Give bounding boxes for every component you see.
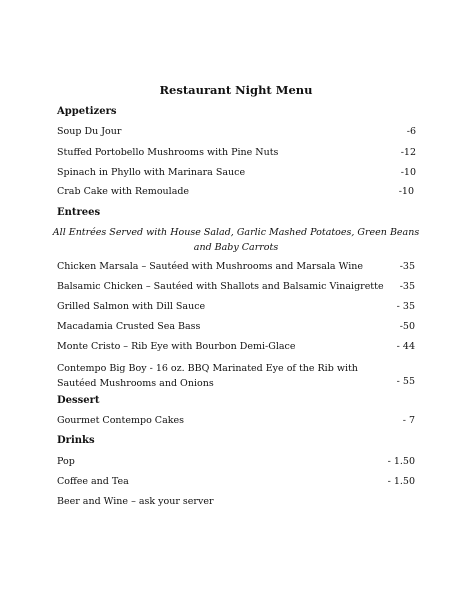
menu-item-name: Spinach in Phyllo with Marinara Sauce [57,167,246,178]
appetizers-heading: Appetizers [57,106,117,117]
menu-item-name: Macadamia Crusted Sea Bass [57,321,201,332]
menu-item-price: -10 [400,167,416,178]
menu-item-name: Gourmet Contempo Cakes [57,415,184,426]
menu-item-price: -35 [399,281,415,292]
page-title: Restaurant Night Menu [159,83,313,97]
menu-item-price: - 35 [396,301,415,312]
menu-item-price: -35 [399,261,415,272]
menu-item-price: - 7 [402,415,415,426]
menu-item-name: Coffee and Tea [57,476,129,487]
menu-item-price: - 55 [396,376,415,387]
menu-item-price: -10 [398,186,414,197]
menu-item-name: Balsamic Chicken – Sautéed with Shallots and Balsamic Vinaigrette [57,281,384,292]
menu-item-price: - 1.50 [387,476,415,487]
entrees-note: All Entrées Served with House Salad, Garlic Mashed Potatoes, Green Beans and Baby Carrots [52,227,420,253]
menu-item-name: Stuffed Portobello Mushrooms with Pine Nuts [57,147,279,158]
menu-item-price: - 44 [396,341,415,352]
menu-item-name: Crab Cake with Remoulade [57,186,190,197]
menu-item-price: -6 [406,126,416,137]
menu-item-name: Pop [57,456,75,467]
menu-item-name: Monte Cristo – Rib Eye with Bourbon Demi-Glace [57,341,296,352]
menu-item-name: Grilled Salmon with Dill Sauce [57,301,206,312]
menu-item-price: -12 [400,147,416,158]
menu-item-name: Contempo Big Boy - 16 oz. BBQ Marinated Eye of the Rib with Sautéed Mushrooms and Onions [57,363,358,389]
entrees-heading: Entrees [57,207,101,218]
drinks-heading: Drinks [57,435,95,446]
menu-item-name: Soup Du Jour [57,126,122,137]
menu-item-price: -50 [399,321,415,332]
menu-item-price: - 1.50 [387,456,415,467]
menu-item-name: Chicken Marsala – Sautéed with Mushrooms and Marsala Wine [57,261,363,272]
menu-item-name: Beer and Wine – ask your server [57,496,214,507]
dessert-heading: Dessert [57,395,100,406]
